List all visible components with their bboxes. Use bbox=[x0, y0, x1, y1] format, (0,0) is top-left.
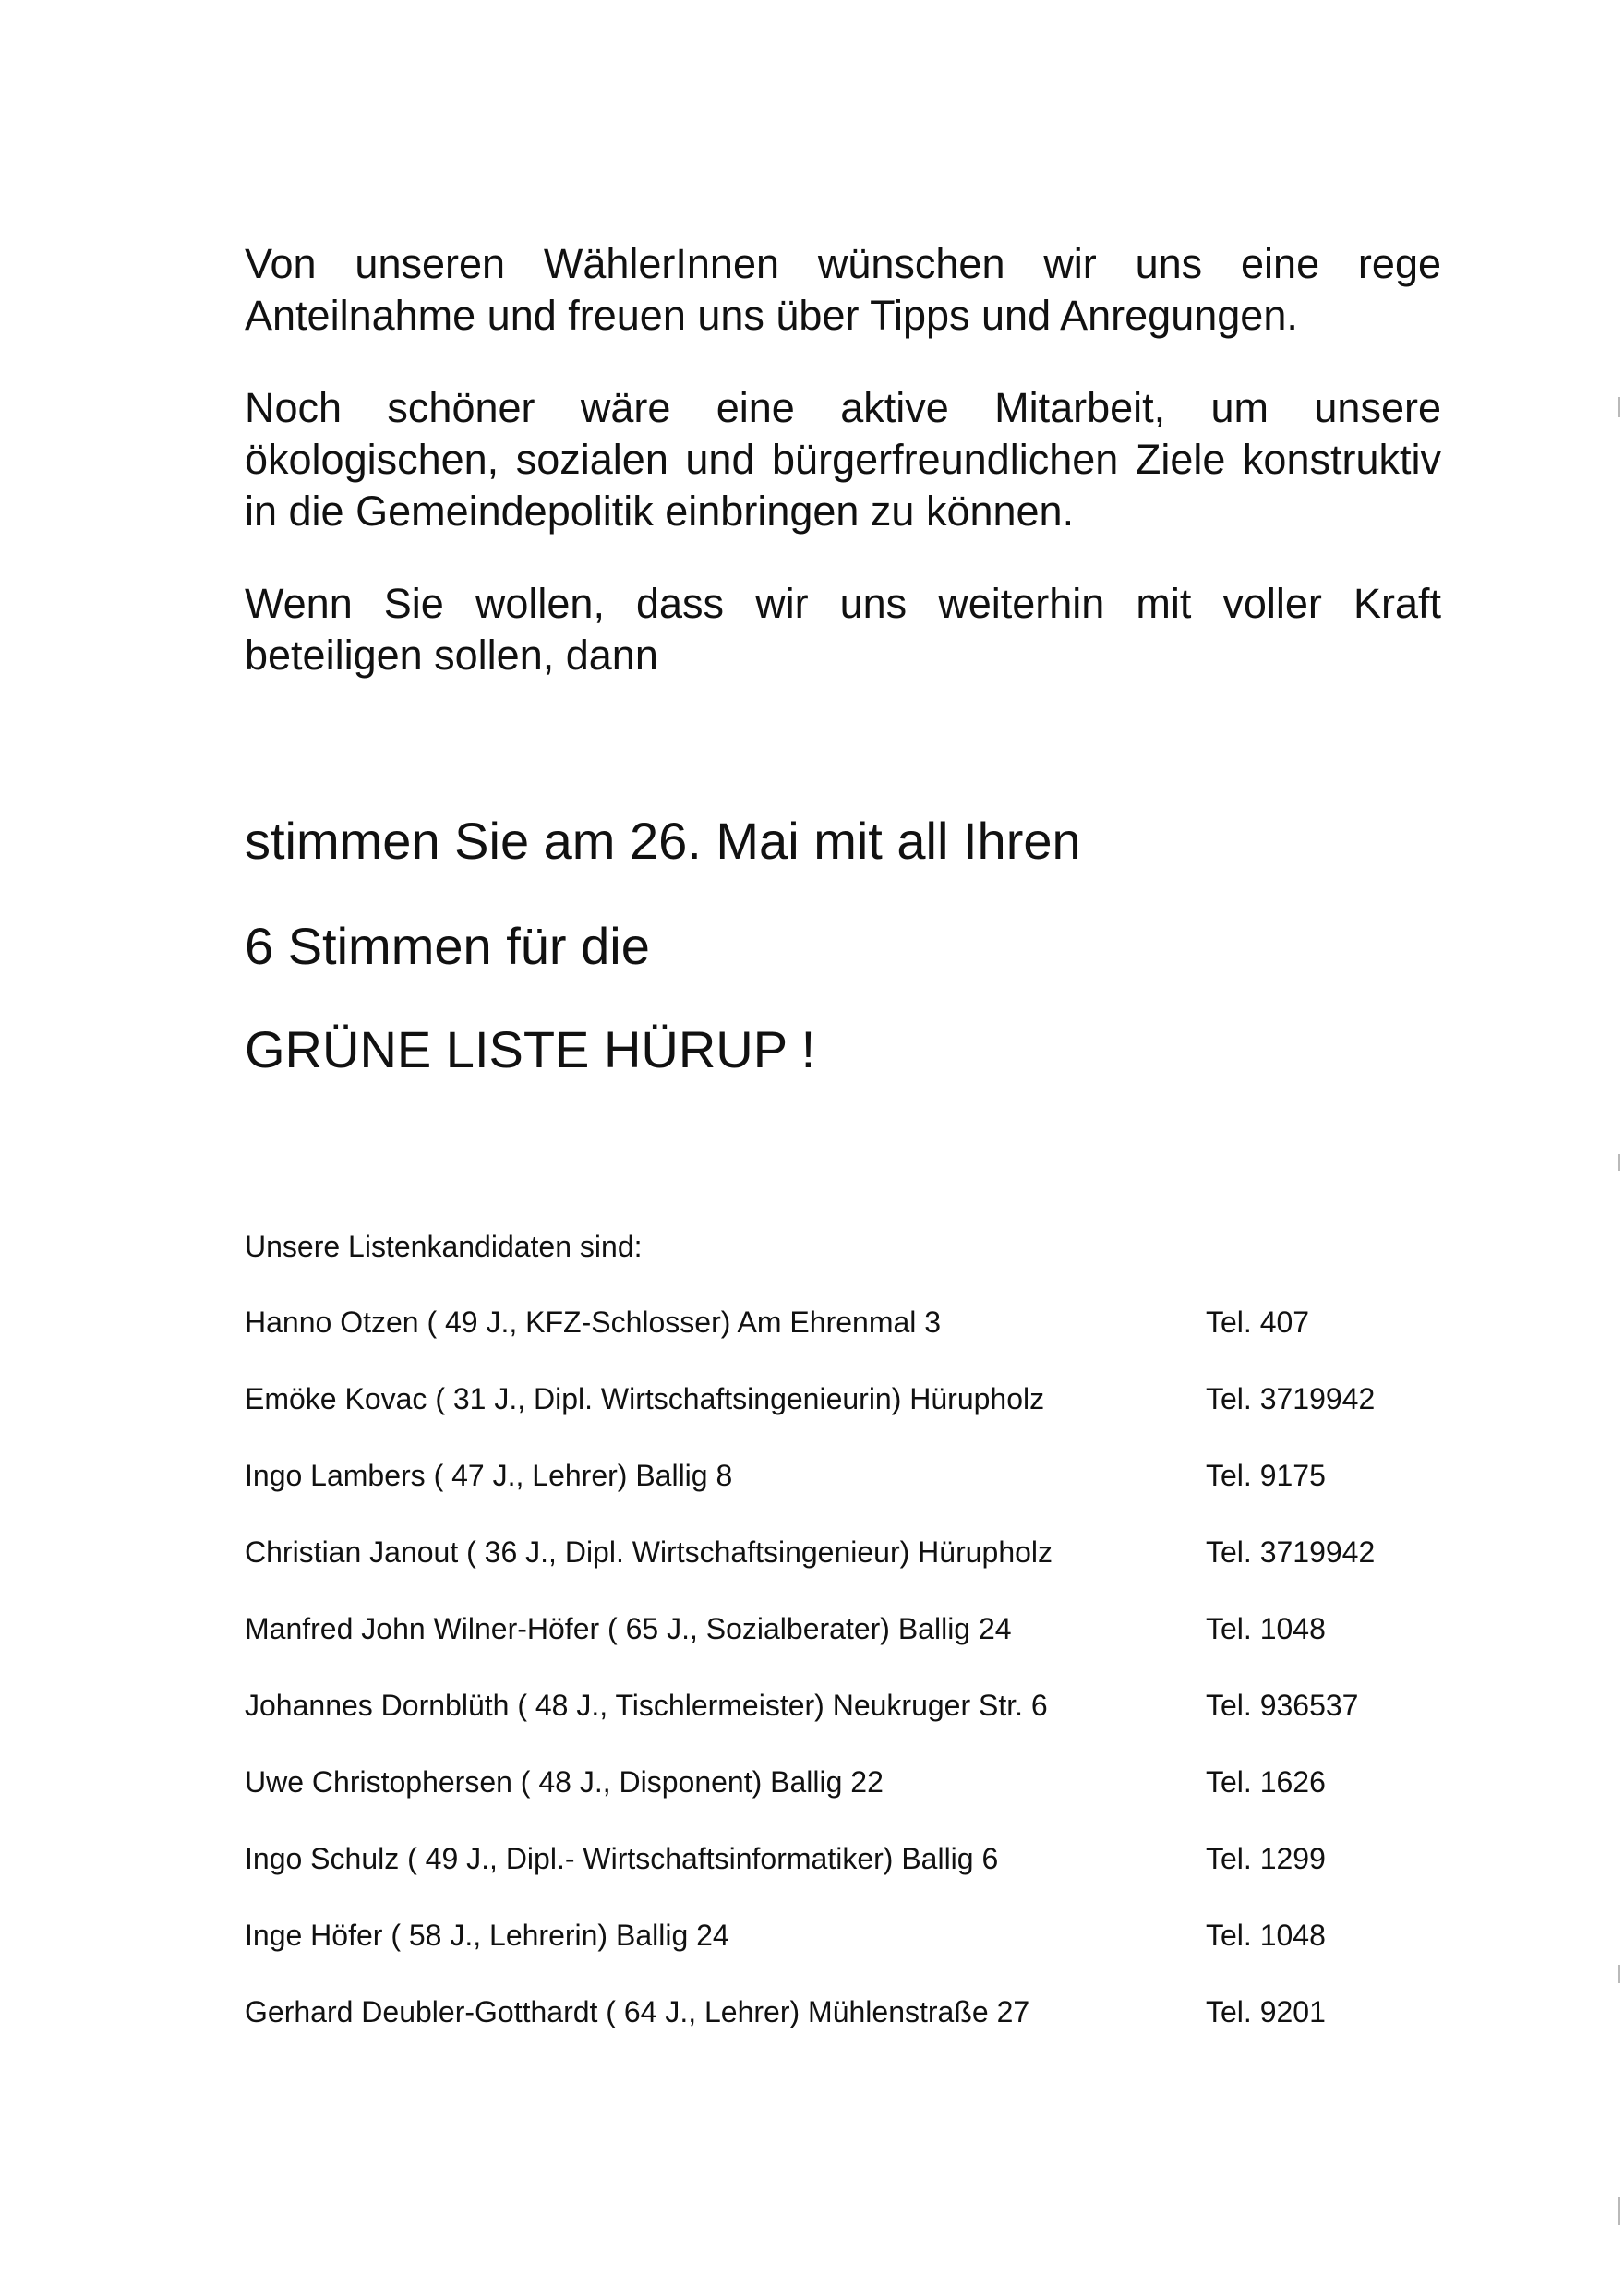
candidate-phone: Tel. 1048 bbox=[1206, 1612, 1326, 1645]
candidate-row bbox=[245, 1457, 1445, 1534]
candidate-phone: Tel. 407 bbox=[1206, 1306, 1310, 1339]
scan-artifact bbox=[1618, 2197, 1620, 2225]
candidate-phone: Tel. 936537 bbox=[1206, 1689, 1359, 1722]
candidate-phone: Tel. 1626 bbox=[1206, 1765, 1326, 1799]
candidate-row bbox=[245, 1304, 1445, 1380]
candidate-details: Christian Janout ( 36 J., Dipl. Wirtschaftsingenieur) Hürupholz bbox=[245, 1535, 1053, 1569]
candidate-details: Inge Höfer ( 58 J., Lehrerin) Ballig 24 bbox=[245, 1919, 729, 1952]
candidate-list bbox=[245, 1304, 1445, 2070]
scan-artifact bbox=[1618, 397, 1620, 417]
candidate-row bbox=[245, 1840, 1445, 1917]
intro-paragraph-2: Noch schöner wäre eine aktive Mitarbeit, um unsere ökologischen, sozialen und bürgerfreundlichen Ziele konstruktiv in die Gemeindepolitik einbringen zu können. bbox=[245, 384, 1441, 535]
candidate-details: Gerhard Deubler-Gotthardt ( 64 J., Lehrer) Mühlenstraße 27 bbox=[245, 1995, 1030, 2028]
call-to-vote-line-1: stimmen Sie am 26. Mai mit all Ihren bbox=[245, 812, 1081, 870]
candidate-row bbox=[245, 1993, 1445, 2070]
candidate-row bbox=[245, 1917, 1445, 1993]
scan-artifact bbox=[1618, 1965, 1620, 1983]
candidate-phone: Tel. 1299 bbox=[1206, 1842, 1326, 1875]
candidate-details: Emöke Kovac ( 31 J., Dipl. Wirtschaftsingenieurin) Hürupholz bbox=[245, 1382, 1045, 1415]
candidate-details: Hanno Otzen ( 49 J., KFZ-Schlosser) Am Ehrenmal 3 bbox=[245, 1306, 942, 1339]
call-to-vote-line-3: GRÜNE LISTE HÜRUP ! bbox=[245, 1020, 816, 1078]
candidate-details: Manfred John Wilner-Höfer ( 65 J., Sozialberater) Ballig 24 bbox=[245, 1612, 1012, 1645]
candidate-details: Ingo Schulz ( 49 J., Dipl.- Wirtschaftsinformatiker) Ballig 6 bbox=[245, 1842, 999, 1875]
candidate-phone: Tel. 9175 bbox=[1206, 1459, 1326, 1492]
candidate-row bbox=[245, 1610, 1445, 1687]
call-to-vote-line-2: 6 Stimmen für die bbox=[245, 917, 650, 975]
candidate-phone: Tel. 3719942 bbox=[1206, 1382, 1376, 1415]
intro-paragraph-1: Von unseren WählerInnen wünschen wir uns eine rege Anteilnahme und freuen uns über Tipps und Anregungen. bbox=[245, 240, 1441, 339]
intro-paragraph-3: Wenn Sie wollen, dass wir uns weiterhin mit voller Kraft beteiligen sollen, dann bbox=[245, 580, 1441, 679]
candidate-details: Uwe Christophersen ( 48 J., Disponent) Ballig 22 bbox=[245, 1765, 884, 1799]
candidate-row bbox=[245, 1380, 1445, 1457]
candidate-phone: Tel. 3719942 bbox=[1206, 1535, 1376, 1569]
candidate-row bbox=[245, 1534, 1445, 1610]
candidate-row bbox=[245, 1763, 1445, 1840]
candidate-details: Ingo Lambers ( 47 J., Lehrer) Ballig 8 bbox=[245, 1459, 733, 1492]
candidate-phone: Tel. 9201 bbox=[1206, 1995, 1326, 2028]
scan-artifact bbox=[1618, 1154, 1620, 1171]
candidate-phone: Tel. 1048 bbox=[1206, 1919, 1326, 1952]
candidate-row bbox=[245, 1687, 1445, 1763]
intro-text bbox=[245, 238, 1441, 722]
candidates-heading: Unsere Listenkandidaten sind: bbox=[245, 1230, 643, 1263]
candidate-details: Johannes Dornblüth ( 48 J., Tischlermeister) Neukruger Str. 6 bbox=[245, 1689, 1048, 1722]
